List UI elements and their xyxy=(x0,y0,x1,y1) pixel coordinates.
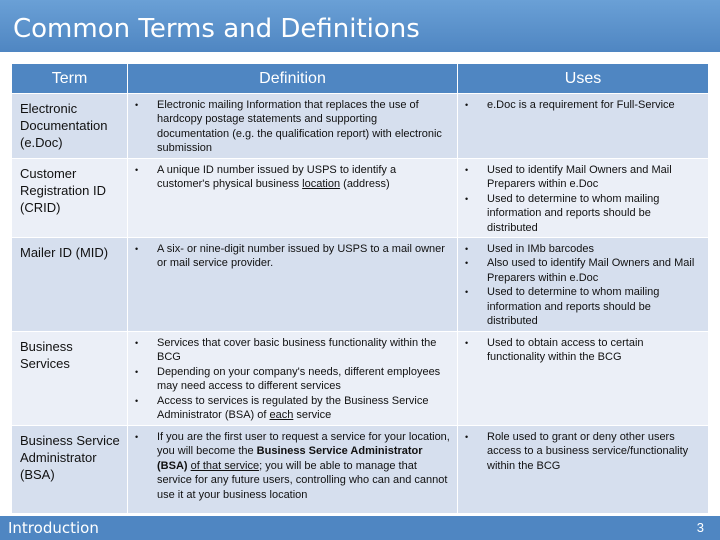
section-label: Introduction xyxy=(8,519,99,537)
uses-cell xyxy=(458,238,709,332)
uses-cell xyxy=(458,332,709,426)
definition-underlined: location xyxy=(302,178,341,191)
uses-item: • Role used to grant or deny other users access to a business service/functionality within the BCG xyxy=(464,430,702,473)
uses-cell xyxy=(458,426,709,514)
header-uses: Uses xyxy=(458,64,709,94)
uses-item: • e.Doc is a requirement for Full-Service xyxy=(464,98,702,112)
definition-item: • Services that cover basic business functionality within the BCG xyxy=(134,336,451,365)
definition-cell xyxy=(128,332,458,426)
term-cell: Customer Registration ID (CRID) xyxy=(12,159,128,238)
definition-underlined: each xyxy=(269,409,294,422)
header-definition: Definition xyxy=(128,64,458,94)
uses-item: • Used to determine to whom mailing information and reports should be distributed xyxy=(464,192,702,235)
definition-text: A unique ID number issued by USPS to identify a customer's physical business xyxy=(157,164,397,191)
term-cell: Business Services xyxy=(12,332,128,426)
table-row xyxy=(12,332,709,426)
term-cell: Business Service Administrator (BSA) xyxy=(12,426,128,514)
uses-item: • Also used to identify Mail Owners and Mail Preparers within e.Doc xyxy=(464,256,702,285)
uses-item: • Used in IMb barcodes xyxy=(464,242,702,256)
table-row xyxy=(12,94,709,159)
term-cell: Mailer ID (MID) xyxy=(12,238,128,332)
definition-text: ; you will be able to manage that service for any future users, controlling who can and cannot use it at your business location xyxy=(157,459,448,501)
definition-underlined: of that service xyxy=(190,459,260,472)
uses-cell xyxy=(458,94,709,159)
uses-item: • Used to identify Mail Owners and Mail Preparers within e.Doc xyxy=(464,163,702,192)
terms-table xyxy=(11,63,709,514)
definition-bold: Business Service Administrator (BSA) xyxy=(157,445,423,472)
definition-cell xyxy=(128,159,458,238)
definition-text: service xyxy=(293,409,332,422)
definition-item: • Depending on your company's needs, different employees may need access to different services xyxy=(134,365,451,394)
definition-text: Access to services is regulated by the Business Service Administrator (BSA) of xyxy=(157,394,429,422)
definition-cell xyxy=(128,238,458,332)
term-cell: Electronic Documentation (e.Doc) xyxy=(12,94,128,159)
definition-item: • A six- or nine-digit number issued by USPS to a mail owner or mail service provider. xyxy=(134,242,451,271)
uses-cell xyxy=(458,159,709,238)
page-title: Common Terms and Definitions xyxy=(13,14,420,44)
page-number: 3 xyxy=(696,520,704,535)
header-term: Term xyxy=(12,64,128,94)
definition-item xyxy=(134,163,451,192)
table-row xyxy=(12,159,709,238)
table-row xyxy=(12,426,709,514)
definition-cell xyxy=(128,426,458,514)
definition-item xyxy=(134,430,451,502)
definition-cell xyxy=(128,94,458,159)
definition-text: If you are the first user to request a service for your location, you will become the xyxy=(157,431,450,458)
definition-item: • Electronic mailing Information that replaces the use of hardcopy postage statements and supporting documentation (e.g. the qualification report) with electronic submission xyxy=(134,98,451,156)
footer-bar xyxy=(0,516,720,540)
uses-item: • Used to determine to whom mailing information and reports should be distributed xyxy=(464,285,702,328)
uses-item: • Used to obtain access to certain functionality within the BCG xyxy=(464,336,702,365)
table-row xyxy=(12,238,709,332)
definition-item xyxy=(134,394,451,423)
definition-text: (address) xyxy=(340,178,390,191)
table-header-row xyxy=(12,64,709,94)
